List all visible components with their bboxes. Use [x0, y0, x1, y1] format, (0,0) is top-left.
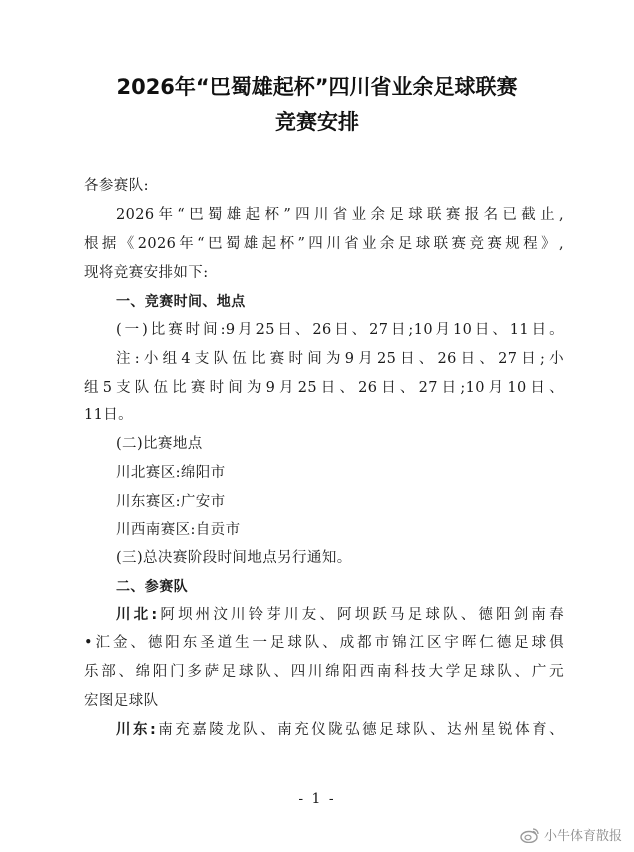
paragraph-line: (三)总决赛阶段时间地点另行通知。 — [116, 550, 352, 566]
section-heading: 一、竞赛时间、地点 — [116, 294, 246, 310]
note-line: 组5支队伍比赛时间为9月25日、26日、27日;10月10日、 — [84, 380, 564, 396]
section-heading: 二、参赛队 — [116, 579, 188, 595]
paragraph-line: 根据《2026年“巴蜀雄起杯”四川省业余足球联赛竞赛规程》, — [84, 236, 564, 252]
note-line: 11日。 — [84, 407, 134, 423]
watermark-text: 小牛体育散报 — [543, 829, 622, 844]
team-list-line — [116, 605, 564, 625]
weibo-icon — [520, 827, 540, 843]
region-label: 川东: — [116, 722, 157, 738]
venue-line: 川东赛区:广安市 — [116, 494, 226, 510]
note-line: 注:小组4支队伍比赛时间为9月25日、26日、27日;小 — [116, 351, 564, 367]
team-list-text: 阿坝州汶川铃芽川友、阿坝跃马足球队、德阳剑南春 — [157, 607, 564, 623]
team-list-line — [116, 720, 564, 740]
paragraph-line: (一)比赛时间:9月25日、26日、27日;10月10日、11日。 — [116, 322, 564, 338]
team-list-line: 宏图足球队 — [84, 693, 159, 709]
document-title: 2026年“巴蜀雄起杯”四川省业余足球联赛 — [116, 75, 518, 99]
team-list-line: 乐部、绵阳门多萨足球队、四川绵阳西南科技大学足球队、广元 — [84, 664, 564, 680]
watermark — [520, 825, 622, 844]
region-label: 川北: — [116, 607, 158, 623]
paragraph-line: 2026年“巴蜀雄起杯”四川省业余足球联赛报名已截止, — [116, 207, 564, 223]
page-number: - 1 - — [298, 791, 336, 807]
salutation: 各参赛队: — [84, 178, 149, 194]
team-list-line: •汇金、德阳东圣道生一足球队、成都市锦江区宇晖仁德足球俱 — [84, 635, 564, 651]
paragraph-line: 现将竞赛安排如下: — [84, 265, 209, 281]
team-list-text: 南充嘉陵龙队、南充仪陇弘德足球队、达州星锐体育、 — [156, 722, 564, 738]
venue-line: 川北赛区:绵阳市 — [116, 465, 226, 481]
document-subtitle: 竞赛安排 — [275, 110, 359, 134]
venue-line: 川西南赛区:自贡市 — [116, 522, 241, 538]
subsection-heading: (二)比赛地点 — [116, 436, 203, 452]
